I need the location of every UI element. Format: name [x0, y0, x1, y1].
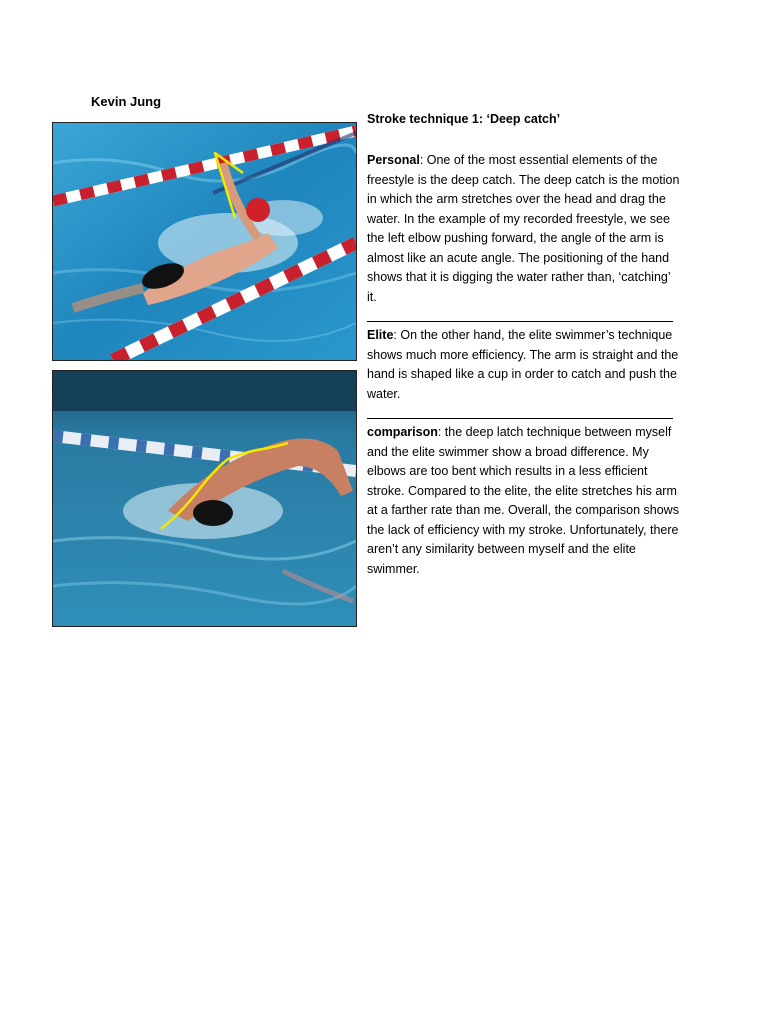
personal-text: : One of the most essential elements of the freestyle is the deep catch. The deep catch is the motion in which the arm stretches over the head and drag the water. In the example of my recorded freestyle, we see the left elbow pushing forward, the angle of the arm is almost like an acute angle. The positioning of the hand shows that it is digging the water rather than, ‘catching’ it.: [367, 153, 680, 304]
section-divider: [367, 321, 673, 322]
author-name: Kevin Jung: [91, 94, 162, 109]
elite-swim-photo: [52, 370, 357, 627]
personal-label: Personal: [367, 153, 420, 167]
elite-paragraph: [367, 326, 682, 404]
stroke-technique-heading: Stroke technique 1: ‘Deep catch’: [367, 112, 561, 126]
section-divider: [367, 418, 673, 419]
personal-paragraph: [367, 151, 682, 307]
comparison-paragraph: [367, 423, 682, 579]
personal-swim-photo: [52, 122, 357, 361]
elite-label: Elite: [367, 328, 394, 342]
comparison-label: comparison: [367, 425, 438, 439]
comparison-text: : the deep latch technique between myself and the elite swimmer show a broad difference. My elbows are too bent which results in a less efficient stroke. Compared to the elite, the elite stretches his arm at a farther rate than me. Overall, the comparison shows the lack of efficiency with my stroke. Unfortunately, there aren’t any similarity between myself and the elite swimmer.: [367, 425, 679, 576]
elite-text: : On the other hand, the elite swimmer’s technique shows much more efficiency. The arm is straight and the hand is shaped like a cup in order to catch and push the water.: [367, 328, 679, 401]
